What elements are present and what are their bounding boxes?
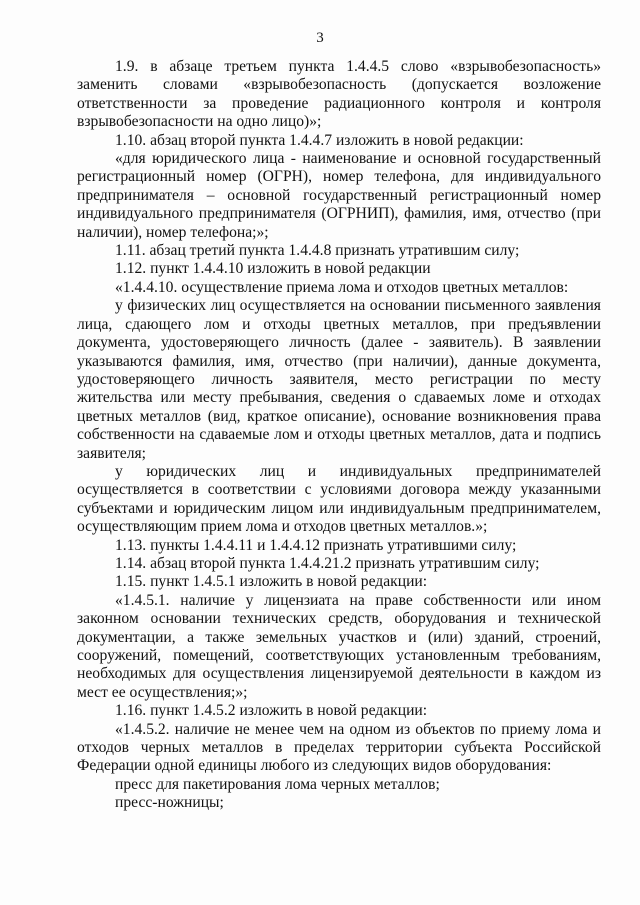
paragraph-1-16: 1.16. пункт 1.4.5.2 изложить в новой редакции:	[115, 702, 428, 720]
paragraph-1-11: 1.11. абзац третий пункта 1.4.4.8 признать утратившим силу;	[115, 242, 520, 260]
list-item-press-shears: пресс-ножницы;	[115, 794, 224, 812]
document-body	[77, 58, 601, 813]
list-item-press: пресс для пакетирования лома черных металлов;	[115, 775, 440, 793]
paragraph-1-4-4-10: «1.4.4.10. осуществление приема лома и отходов цветных металлов:	[115, 278, 569, 296]
paragraph-1-12: 1.12. пункт 1.4.4.10 изложить в новой редакции	[115, 260, 431, 278]
paragraph-1-4-5-2: «1.4.5.2. наличие не менее чем на одном из объектов по приему лома и отходов черных металлов в пределах территории субъекта Российской Федерации одной единицы любого из следующих видов оборудования:	[77, 720, 601, 775]
paragraph-individuals: у физических лиц осуществляется на основании письменного заявления лица, сдающего лом и отходы цветных металлов, при предъявлении документа, удостоверяющего личность (далее - заявитель). В заявлении указываются фамилия, имя, отчество (при наличии), данные документа, удостоверяющего личность заявителя, место регистрации по месту жительства или месту пребывания, сведения о сдаваемых ломе и отходах цветных металлов (вид, краткое описание), основание возникновения права собственности на сдаваемые лом и отходы цветных металлов, дата и подпись заявителя;	[77, 297, 601, 462]
paragraph-1-10: 1.10. абзац второй пункта 1.4.4.7 изложить в новой редакции:	[115, 131, 524, 149]
page-number: 3	[316, 30, 324, 46]
paragraph-legal-entities: у юридических лиц и индивидуальных предпринимателей осуществляется в соответствии с условиями договора между указанными субъектами и юридическим лицом или индивидуальным предпринимателем, осуществляющим прием лома и отходов цветных металлов.»;	[77, 462, 601, 536]
paragraph-1-4-5-1: «1.4.5.1. наличие у лицензиата на праве собственности или ином законном основании технических средств, оборудования и технической документации, а также земельных участков и (или) зданий, строений, сооружений, помещений, соответствующих установленным требованиям, необходимых для осуществления лицензируемой деятельности в каждом из мест ее осуществления;»;	[77, 591, 601, 701]
paragraph-1-13: 1.13. пункты 1.4.4.11 и 1.4.4.12 признать утратившими силу;	[115, 536, 517, 554]
paragraph-1-15: 1.15. пункт 1.4.5.1 изложить в новой редакции:	[115, 573, 428, 591]
paragraph-1-14: 1.14. абзац второй пункта 1.4.4.21.2 признать утратившим силу;	[115, 554, 540, 572]
paragraph-1-10-quote: «для юридического лица - наименование и основной государственный регистрационный номер (ОГРН), номер телефона, для индивидуального предпринимателя – основной государственный регистрационный номер индивидуального предпринимателя (ОГРНИП), фамилия, имя, отчество (при наличии), номер телефона;»;	[77, 150, 601, 241]
paragraph-1-9: 1.9. в абзаце третьем пункта 1.4.4.5 слово «взрывобезопасность» заменить словами «взрывобезопасность (допускается возложение ответственности за проведение радиационного контроля и контроля взрывобезопасности на одно лицо)»;	[77, 58, 601, 131]
